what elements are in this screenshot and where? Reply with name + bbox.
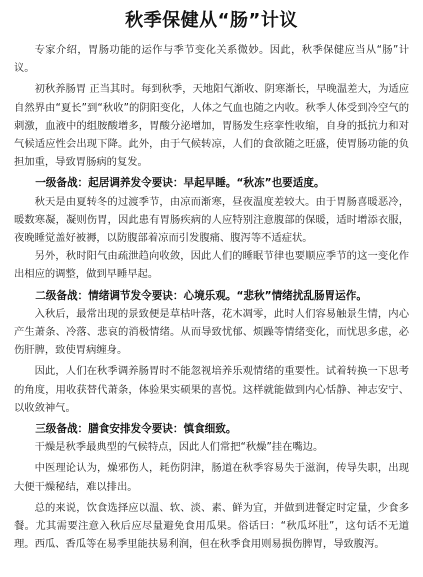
dryness-paragraph: 干燥是秋季最典型的气候特点，因此人们常把“秋燥”挂在嘴边。 (34, 441, 324, 454)
sleep-paragraph: 另外，秋时阳气由疏泄趋向收敛，因此人们的睡眠节律也要顺应季节的这一变化作出相应的调整，做到早睡早起。 (14, 250, 409, 281)
mood-paragraph: 入秋后，最常出现的景致便是草枯叶落，花木凋零，此时人们容易触景生情，内心产生萧条、冷落、悲哀的消极情绪。从而导致忧郁、烦躁等情绪变化，而忧思多虑，必伤肝脾，致使胃病缠身。 (14, 307, 409, 357)
section-heading-2: 二级备战：情绪调节发令要诀：心境乐观。“悲秋”情绪扰乱肠胃运作。 (35, 289, 367, 302)
diet-paragraph: 总的来说，饮食选择应以温、软、淡、素、鲜为宜，并做到进餐定时定量，少食多餐。尤其需要注意入秋后应尽量避免食用瓜果。俗话曰：“秋瓜坏肚”，这句话不无道理。西瓜、香瓜等在易季里能扶易利润，但在秋季食用则易损伤脾胃，导致腹泻。 (14, 501, 409, 551)
intro-paragraph: 专家介绍，胃肠功能的运作与季节变化关系微妙。因此，秋季保健应当从“肠”计议。 (14, 44, 409, 75)
document-title: 秋季保健从“肠”计议 (125, 10, 298, 31)
tcm-paragraph: 中医理论认为，燥邪伤人，耗伤阴津，肠道在秋季容易失于滋润，传导失职，出现大便干燥秘结，难以排出。 (14, 462, 409, 493)
early-autumn-paragraph: 初秋养肠胃 正当其时。每到秋季，天地阳气渐收、阴寒渐长，早晚温差大，为适应自然界由“夏长”到“秋收”的阴阳变化，人体之气血也随之内收。秋季人体受到冷空气的刺激，血液中的组胺酸增多，胃酸分泌增加，胃肠发生痉挛性收缩，自身的抵抗力和对气候适应性会出现下降。此外，由于气候转凉，人们的食欲随之旺盛，使胃肠功能的负担加重，导致胃肠病的复发。 (14, 83, 409, 169)
section-heading-1: 一级备战：起居调养发令要诀：早起早睡。“秋冻”也要适度。 (35, 177, 325, 190)
warmth-paragraph: 秋天是由夏转冬的过渡季节，由凉而渐寒，昼夜温度差较大。由于胃肠喜暖恶冷，暖数寒凝，凝则伤胃，因此患有胃肠疾病的人应特别注意腹部的保暖，适时增添衣服，夜晚睡觉盖好被褥，以防腹部着凉而引发腹痛、腹泻等不适症状。 (14, 195, 409, 245)
section-heading-3: 三级备战：膳食安排发令要诀：慎食细致。 (35, 423, 237, 436)
optimism-paragraph: 因此，人们在秋季调养肠胃时不能忽视培养乐观情绪的重要性。试着转换一下思考的角度，用收获替代萧条，体验果实硕果的喜悦。这样就能做到内心恬静、神志安宁、以收敛神气。 (14, 365, 409, 414)
